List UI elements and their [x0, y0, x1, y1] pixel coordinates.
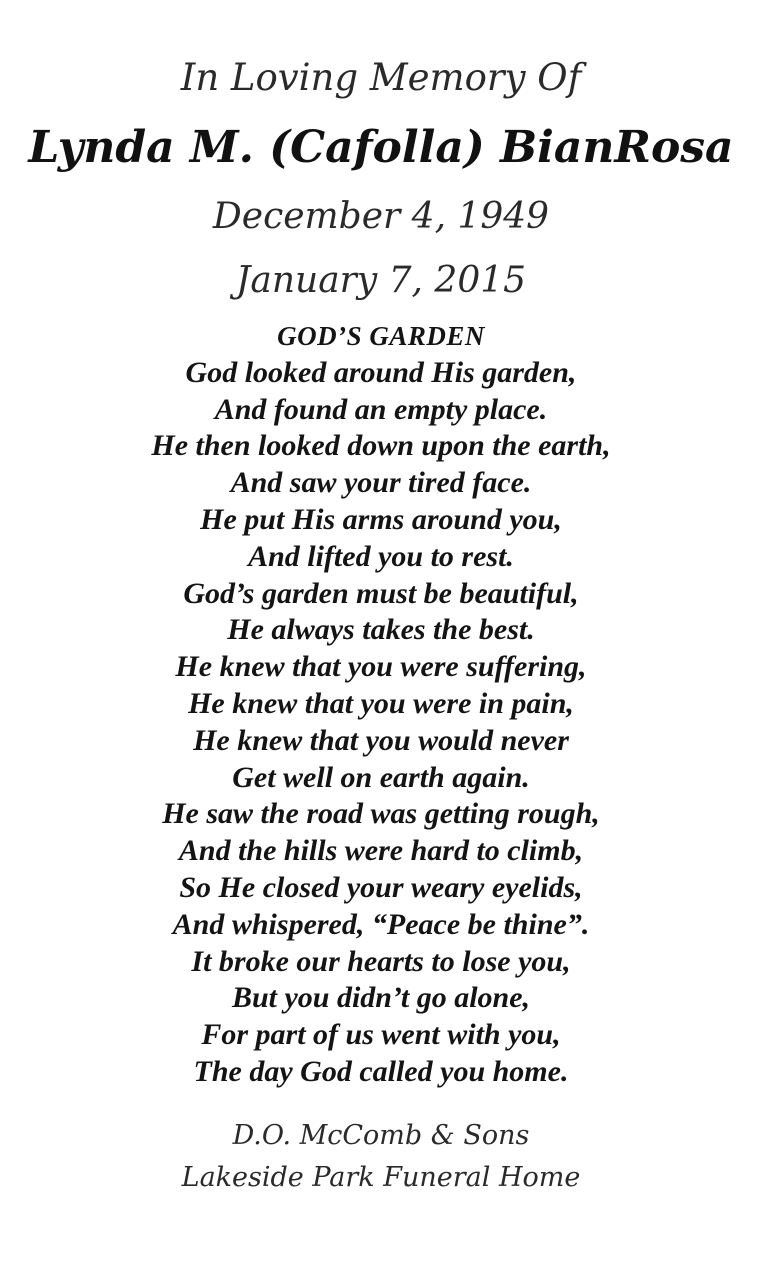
poem-line: God’s garden must be beautiful, [183, 576, 579, 610]
poem-line: And lifted you to rest. [248, 539, 514, 573]
poem-line: He knew that you were in pain, [188, 686, 574, 720]
poem-line: He knew that you were suffering, [175, 650, 587, 684]
poem-line: God looked around His garden, [185, 355, 577, 389]
deceased-name: Lynda M. (Cafolla) BianRosa [28, 122, 734, 173]
poem-title: GOD’S GARDEN [277, 321, 485, 351]
poem-line: He saw the road was getting rough, [162, 797, 600, 831]
poem-line: It broke our hearts to lose you, [191, 944, 571, 978]
poem-line: And found an empty place. [214, 392, 548, 426]
poem-line: He knew that you would never [193, 723, 569, 757]
memorial-intro: In Loving Memory Of [180, 56, 582, 99]
death-date: January 7, 2015 [235, 260, 527, 301]
poem-line: But you didn’t go alone, [231, 981, 531, 1015]
poem-line: He always takes the best. [227, 613, 535, 647]
poem-line: Get well on earth again. [232, 760, 530, 794]
poem-line: For part of us went with you, [201, 1018, 561, 1052]
poem-line: And the hills were hard to climb, [178, 834, 584, 868]
poem [0, 318, 762, 1091]
poem-line: He then looked down upon the earth, [151, 429, 611, 463]
poem-line: And saw your tired face. [230, 466, 532, 500]
birth-date: December 4, 1949 [212, 196, 550, 237]
poem-line: So He closed your weary eyelids, [179, 870, 583, 904]
poem-line: He put His arms around you, [200, 502, 562, 536]
poem-line: The day God called you home. [193, 1054, 569, 1088]
funeral-home-location: Lakeside Park Funeral Home [181, 1162, 581, 1193]
funeral-home-name: D.O. McComb & Sons [232, 1120, 530, 1151]
poem-line: And whispered, “Peace be thine”. [172, 907, 590, 941]
